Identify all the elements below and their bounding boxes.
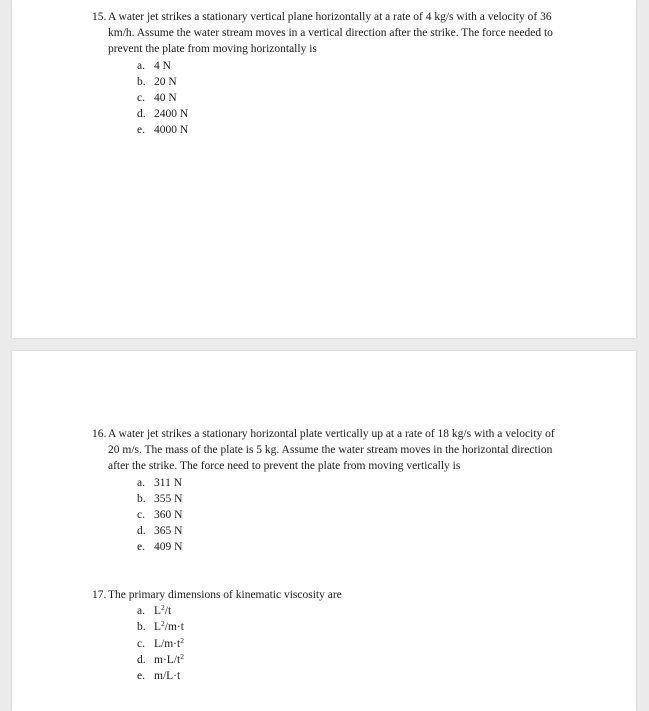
choice-c[interactable]: [137, 507, 568, 523]
choice-letter: b.: [137, 621, 146, 634]
question-16-text: [92, 426, 568, 475]
choice-d[interactable]: [137, 652, 568, 668]
choice-text: 20 N: [154, 75, 177, 88]
document-page-2: [12, 351, 636, 711]
choice-text: 360 N: [154, 508, 183, 521]
choice-text: 2400 N: [154, 108, 189, 121]
question-number: 16.: [92, 428, 107, 440]
choice-letter: e.: [137, 669, 145, 682]
choice-text: 40 N: [154, 91, 177, 104]
choice-text: 365 N: [154, 525, 183, 538]
choice-b[interactable]: [137, 619, 568, 635]
question-number: 15.: [92, 11, 107, 23]
choice-letter: a.: [137, 59, 145, 72]
choice-letter: e.: [137, 541, 145, 554]
choice-letter: d.: [137, 525, 146, 538]
choice-text: 4 N: [154, 59, 171, 72]
choice-text: 355 N: [154, 492, 183, 505]
choice-base: L: [154, 605, 162, 618]
choice-superscript: 2: [180, 651, 184, 661]
document-page-1: [12, 0, 636, 338]
choice-letter: c.: [137, 637, 145, 650]
choice-letter: a.: [137, 476, 145, 489]
choice-letter: c.: [137, 91, 145, 104]
answer-choices: [108, 603, 568, 684]
answer-choices: [108, 58, 568, 139]
question-body: A water jet strikes a stationary horizontal plate vertically up at a rate of 18 kg/s with a velocity of 20 m/s. The mass of the plate is 5 kg. Assume the water stream moves in the horizontal direction after the strike. The force need to prevent the plate from moving vertically is: [108, 428, 555, 473]
choice-c[interactable]: [137, 90, 568, 106]
choice-b[interactable]: [137, 74, 568, 90]
choice-a[interactable]: [137, 475, 568, 491]
question-number: 17.: [92, 589, 107, 601]
choice-base: m·L/t: [154, 653, 181, 666]
answer-choices: [108, 475, 568, 556]
question-15-text: [92, 9, 568, 58]
choice-rest: /t: [164, 605, 172, 618]
choice-base: m/L·t: [154, 669, 181, 682]
choice-base: L: [154, 621, 162, 634]
choice-b[interactable]: [137, 491, 568, 507]
choice-superscript: 2: [161, 619, 165, 629]
question-16: [92, 426, 568, 556]
choice-text: 311 N: [154, 476, 183, 489]
question-15: [92, 9, 568, 139]
choice-c[interactable]: [137, 636, 568, 652]
question-body: A water jet strikes a stationary vertical plane horizontally at a rate of 4 kg/s with a velocity of 36 km/h. Assume the water stream moves in a vertical direction after the strike. The force needed to prevent the plate from moving horizontally is: [108, 11, 553, 56]
choice-letter: b.: [137, 492, 146, 505]
choice-superscript: 2: [161, 603, 165, 613]
choice-letter: a.: [137, 605, 145, 618]
question-17-text: [92, 587, 568, 603]
choice-letter: b.: [137, 75, 146, 88]
choice-e[interactable]: [137, 668, 568, 684]
choice-d[interactable]: [137, 523, 568, 539]
choice-rest: /m·t: [164, 621, 184, 634]
choice-text: 409 N: [154, 541, 183, 554]
question-17: [92, 587, 568, 684]
choice-e[interactable]: [137, 539, 568, 555]
choice-d[interactable]: [137, 106, 568, 122]
choice-e[interactable]: [137, 122, 568, 138]
choice-a[interactable]: [137, 58, 568, 74]
choice-letter: d.: [137, 653, 146, 666]
question-body: The primary dimensions of kinematic viscosity are: [108, 589, 342, 601]
choice-text: 4000 N: [154, 124, 189, 137]
choice-letter: e.: [137, 124, 145, 137]
choice-base: L/m·t: [154, 637, 181, 650]
choice-superscript: 2: [180, 635, 184, 645]
choice-letter: c.: [137, 508, 145, 521]
choice-a[interactable]: [137, 603, 568, 619]
choice-letter: d.: [137, 108, 146, 121]
